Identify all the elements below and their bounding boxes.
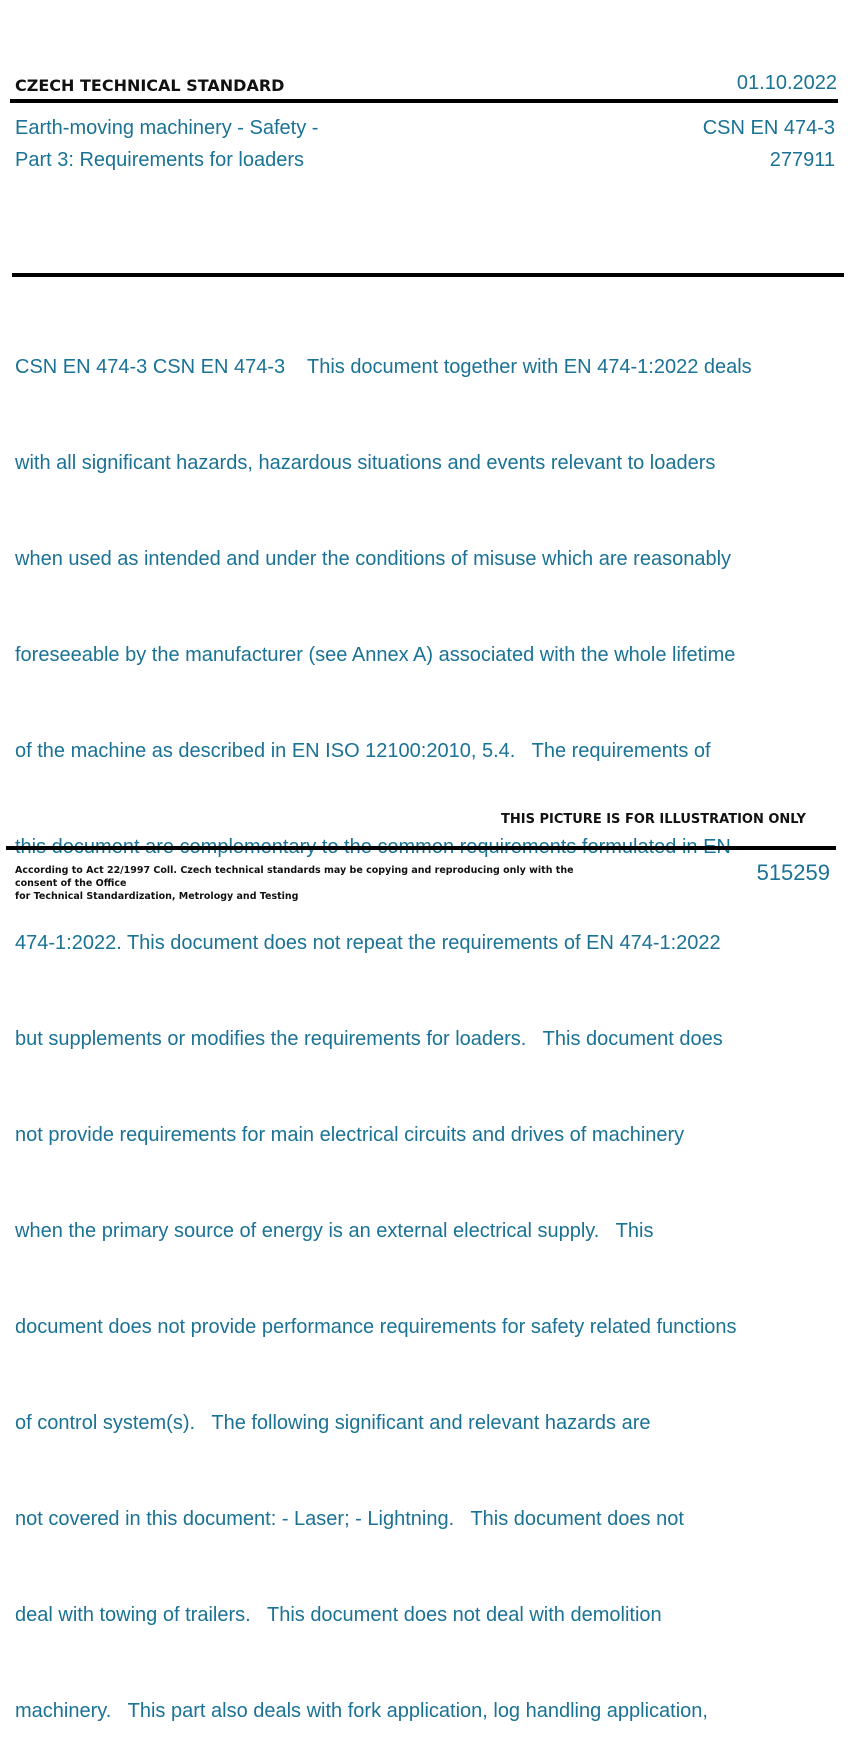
legal-notice-line: According to Act 22/1997 Coll. Czech technical standards may be copying and reproducing only with the consent of the Office	[15, 865, 574, 889]
abstract-line: of the machine as described in EN ISO 12100:2010, 5.4. The requirements of	[15, 740, 711, 762]
abstract-text	[15, 287, 835, 1759]
legal-notice-line: for Technical Standardization, Metrology and Testing	[15, 891, 299, 902]
standard-code: CSN EN 474-3	[702, 117, 835, 139]
abstract-line: not provide requirements for main electrical circuits and drives of machinery	[15, 1124, 685, 1146]
abstract-line: when used as intended and under the conditions of misuse which are reasonably	[15, 548, 732, 570]
document-number: 515259	[756, 860, 830, 885]
abstract-line: with all significant hazards, hazardous situations and events relevant to loaders	[15, 452, 716, 474]
abstract-line: deal with towing of trailers. This document does not deal with demolition	[15, 1604, 662, 1626]
abstract-line: CSN EN 474-3 CSN EN 474-3 This document together with EN 474-1:2022 deals	[15, 356, 752, 378]
document-category-label: CZECH TECHNICAL STANDARD	[15, 76, 285, 95]
abstract-line: when the primary source of energy is an external electrical supply. This	[15, 1220, 654, 1242]
header-rule	[10, 99, 838, 103]
illustration-disclaimer: THIS PICTURE IS FOR ILLUSTRATION ONLY	[501, 812, 806, 827]
standard-title-line-1: Earth-moving machinery - Safety -	[15, 117, 319, 139]
abstract-line: machinery. This part also deals with fork application, log handling application,	[15, 1700, 708, 1722]
abstract-line: 474-1:2022. This document does not repeat the requirements of EN 474-1:2022	[15, 932, 721, 954]
legal-notice	[15, 864, 595, 903]
abstract-line: not covered in this document: - Laser; - Lightning. This document does not	[15, 1508, 684, 1530]
abstract-line: document does not provide performance requirements for safety related functions	[15, 1316, 737, 1338]
publication-date: 01.10.2022	[736, 72, 837, 94]
standard-title-line-2: Part 3: Requirements for loaders	[15, 149, 305, 171]
abstract-line: but supplements or modifies the requirements for loaders. This document does	[15, 1028, 723, 1050]
title-rule	[12, 273, 844, 277]
abstract-line: of control system(s). The following significant and relevant hazards are	[15, 1412, 651, 1434]
footer-rule	[6, 846, 836, 850]
catalog-number: 277911	[769, 149, 835, 171]
abstract-line: foreseeable by the manufacturer (see Annex A) associated with the whole lifetime	[15, 644, 736, 666]
